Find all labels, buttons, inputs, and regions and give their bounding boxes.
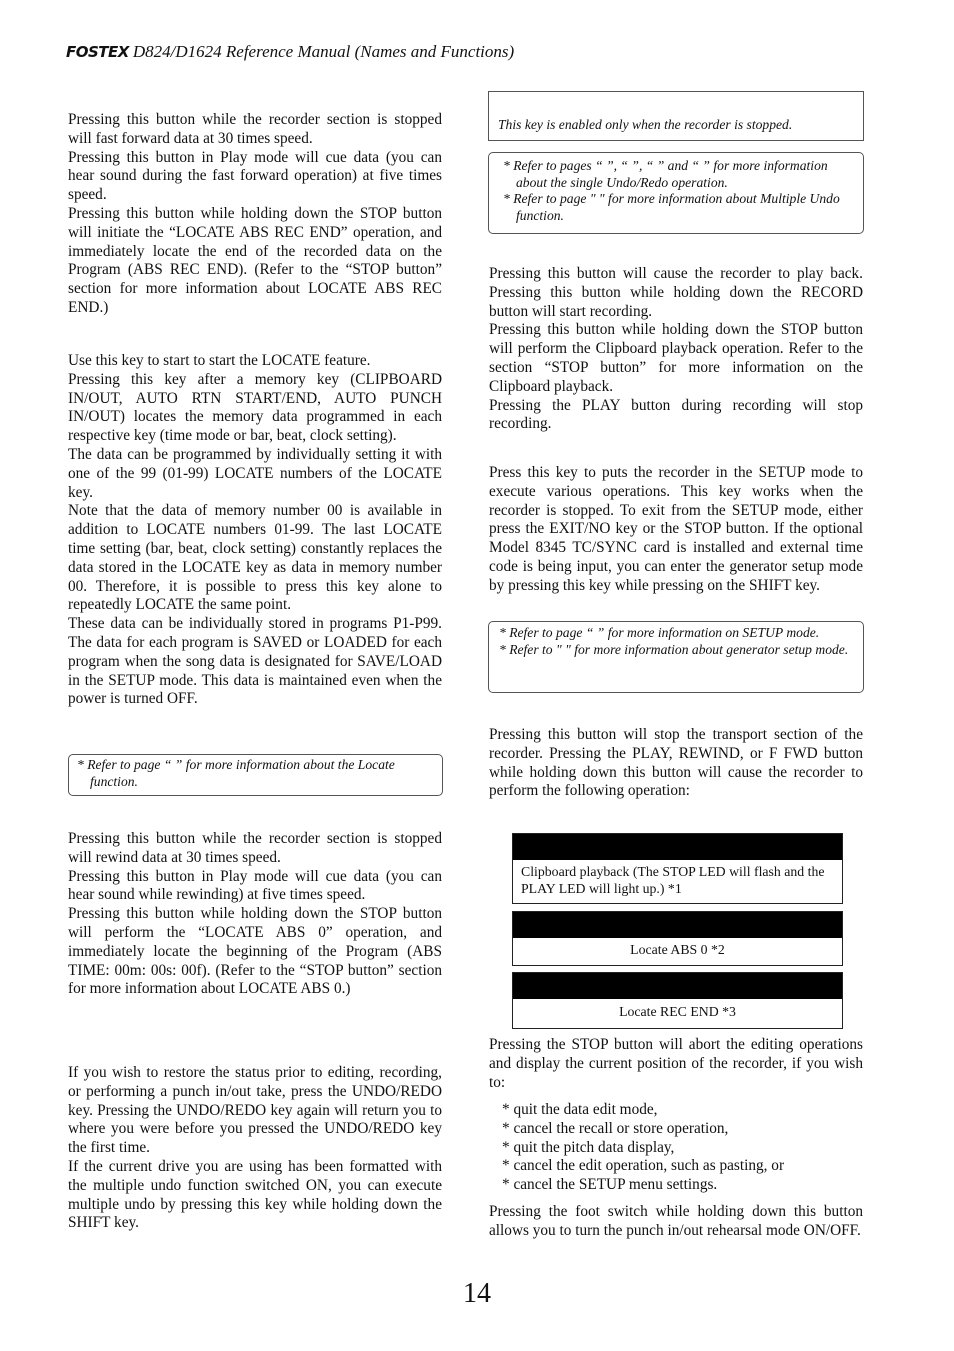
- paragraph: Pressing this button will cause the recorder to play back. Pressing this button while holding down the RECORD button will start recording.: [489, 265, 863, 320]
- stop-bullet-list: [502, 1101, 784, 1195]
- stop-abort-section: [489, 1036, 863, 1092]
- setup-note: [488, 621, 864, 693]
- undo-note: [488, 152, 864, 234]
- paragraph: If you wish to restore the status prior to editing, recording, or performing a punch in/out take, press the UNDO/REDO key. Pressing the UNDO/REDO key again will return you to where you were before you pressed the UNDO/REDO key the first time.: [68, 1064, 442, 1157]
- note-line: * Refer to pages “ ”, “ ”, “ ” and “ ” for more information about the single Undo/Redo operation.: [503, 158, 828, 190]
- locate-note: [68, 754, 443, 796]
- paragraph: Press this key to puts the recorder in the SETUP mode to execute various operations. This key works when the recorder is stopped. To exit from the SETUP mode, either press the EXIT/NO key or the STOP button. If the optional Model 8345 TC/SYNC card is installed and external time code is being input, you can enter the generator setup mode by pressing this key while pressing on the SHIFT key.: [489, 464, 863, 594]
- paragraph: Pressing the PLAY button during recording will stop recording.: [489, 396, 863, 433]
- paragraph: Pressing this button while holding down the STOP button will perform the Clipboard playback operation. Refer to the section “STOP button” for more information on the Clipboard playback.: [489, 321, 863, 395]
- enabled-note-box: [488, 91, 864, 141]
- ffwd-section: [68, 111, 442, 318]
- table-header: [513, 912, 842, 938]
- paragraph: Pressing this button while the recorder section is stopped will rewind data at 30 times speed.: [68, 830, 442, 866]
- table-cell: Locate ABS 0 *2: [630, 942, 725, 957]
- table-header: [513, 973, 842, 999]
- rewind-section: [68, 830, 442, 999]
- foot-switch-section: [489, 1203, 863, 1241]
- table-cell: Clipboard playback (The STOP LED will flash and the PLAY LED will light up.) *1: [521, 864, 825, 896]
- paragraph: These data can be individually stored in programs P1-P99. The data for each program is SAVED or LOADED for each program when the song data is designated for SAVE/LOAD in the SETUP mode. This data is maintained even when the power is turned OFF.: [68, 615, 442, 708]
- paragraph: Pressing this key after a memory key (CLIPBOARD IN/OUT, AUTO RTN START/END, AUTO PUNCH IN/OUT) locates the memory data programmed in each respective key (time mode or bar, beat, clock setting).: [68, 370, 442, 445]
- note-line: * Refer to page " " for more information about Multiple Undo function.: [503, 191, 840, 223]
- header-title: D824/D1624 Reference Manual (Names and Functions): [132, 42, 515, 61]
- paragraph: Pressing this button while the recorder section is stopped will fast forward data at 30 times speed.: [68, 111, 442, 147]
- locate-section: [68, 352, 442, 709]
- paragraph: Pressing this button in Play mode will cue data (you can hear sound during the fast forward operation) at five times speed.: [68, 148, 442, 204]
- list-item: * quit the data edit mode,: [502, 1101, 658, 1118]
- list-item: * quit the pitch data display,: [502, 1138, 675, 1156]
- stop-section: [489, 726, 863, 801]
- note-line: * Refer to " " for more information about generator setup mode.: [499, 641, 849, 657]
- list-item: * cancel the SETUP menu settings.: [502, 1176, 718, 1194]
- note-line: * Refer to page “ ” for more information about the Locate function.: [77, 757, 395, 789]
- list-item: * cancel the recall or store operation,: [502, 1119, 729, 1137]
- play-section: [489, 265, 863, 434]
- paragraph: Note that the data of memory number 00 is available in addition to LOCATE numbers 01-99. The last LOCATE time setting (bar, beat, clock setting) constantly replaces the data stored in the LOCATE key as data in memory number 00. Therefore, it is possible to press this key alone to repeatedly LOCATE the same point.: [68, 502, 442, 614]
- paragraph: Pressing the STOP button will abort the editing operations and display the current position of the recorder, if you wish to:: [489, 1036, 863, 1091]
- stop-rewind-table: [512, 911, 843, 966]
- undo-section: [68, 1064, 442, 1233]
- page-number: 14: [463, 1278, 491, 1309]
- setup-section: [489, 464, 863, 596]
- paragraph: If the current drive you are using has been formatted with the multiple undo function switched ON, you can execute multiple undo by pressing this key while holding down the SHIFT key.: [68, 1157, 442, 1232]
- paragraph: Pressing this button in Play mode will cue data (you can hear sound while rewinding) at five times speed.: [68, 867, 442, 904]
- note-line: * Refer to page “ ” for more information on SETUP mode.: [499, 625, 820, 640]
- page-header: [66, 42, 514, 62]
- paragraph: Pressing the foot switch while holding down this button allows you to turn the punch in/out rehearsal mode ON/OFF.: [489, 1203, 863, 1239]
- table-header: [513, 834, 842, 860]
- paragraph: Pressing this button while holding down the STOP button will perform the “LOCATE ABS 0” operation, and immediately locate the beginning of the Program (ABS TIME: 00m: 00s: 00f). (Refer to the “STOP button” section for more information about LOCATE ABS 0.): [68, 905, 442, 998]
- stop-ffwd-table: [512, 972, 843, 1029]
- note-text: This key is enabled only when the recorder is stopped.: [498, 117, 793, 132]
- fostex-logo: FOSTEX: [66, 43, 129, 61]
- paragraph: Use this key to start to start the LOCATE feature.: [68, 352, 371, 369]
- paragraph: Pressing this button will stop the transport section of the recorder. Pressing the PLAY, REWIND, or F FWD button while holding down this button will cause the recorder to perform the following operation:: [489, 726, 863, 800]
- table-cell: Locate REC END *3: [619, 1004, 736, 1019]
- list-item: * cancel the edit operation, such as pasting, or: [502, 1157, 785, 1175]
- stop-play-table: [512, 833, 843, 904]
- paragraph: Pressing this button while holding down the STOP button will initiate the “LOCATE ABS REC END” operation, and immediately locate the end of the recorded data on the Program (ABS REC END). (Refer to the “STOP button” section for more information about LOCATE ABS REC END.): [68, 204, 442, 316]
- paragraph: The data can be programmed by individually setting it with one of the 99 (01-99) LOCATE numbers of the LOCATE key.: [68, 445, 442, 501]
